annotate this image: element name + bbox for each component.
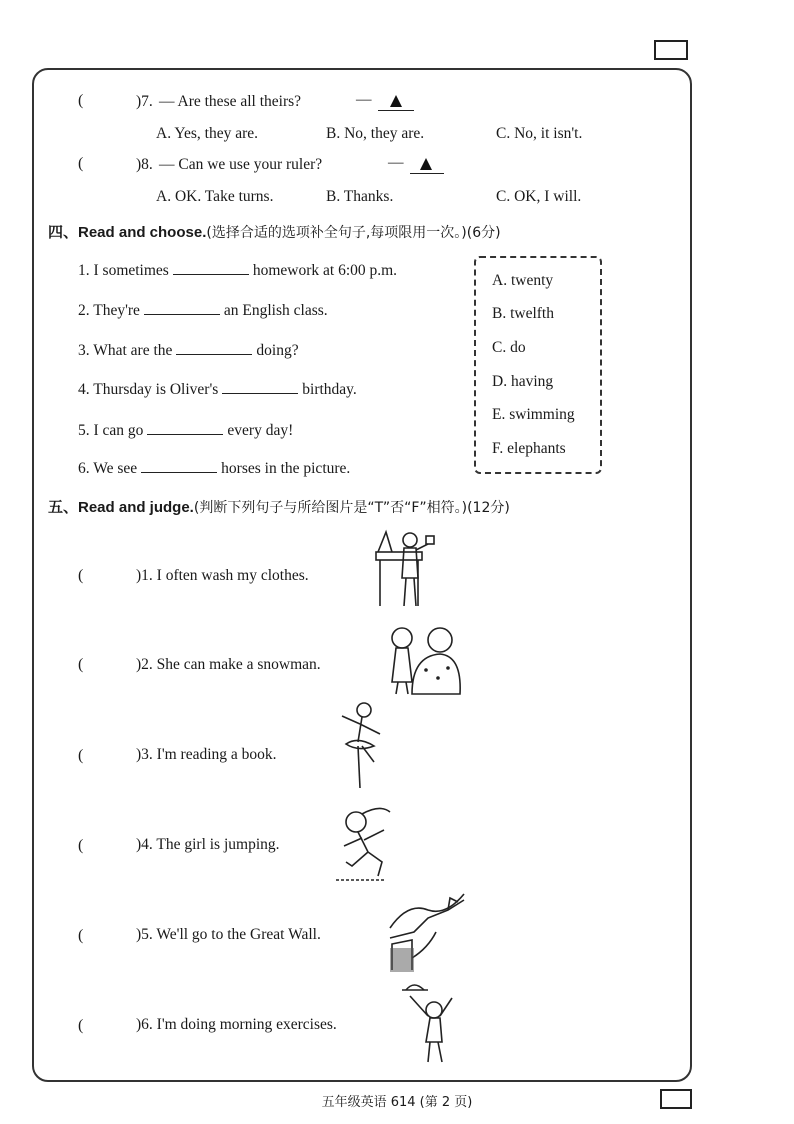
q8-answer-paren[interactable]: ( — [78, 155, 84, 172]
jumping-girl-picture — [334, 800, 396, 886]
s4-item-5 — [78, 422, 293, 440]
q8-option-c[interactable]: C. OK, I will. — [496, 188, 582, 205]
s5-item-2-paren[interactable]: ( — [78, 656, 84, 673]
s5-item-1-paren[interactable]: ( — [78, 567, 84, 584]
section-4-title: 四、Read and choose. — [48, 224, 207, 241]
q7-number: )7. — [136, 93, 153, 110]
s4-option-d: D. having — [492, 373, 554, 390]
section-5-title: 五、Read and judge. — [48, 499, 194, 516]
ballet-dancer-picture — [334, 698, 390, 790]
page-footer: 五年级英语 614 (第 2 页) — [321, 1095, 473, 1110]
q8-triangle-icon — [420, 158, 432, 170]
s4-item-2-before: 2. They're — [78, 302, 140, 319]
washing-clothes-picture — [372, 526, 442, 610]
s5-item-1-text: )1. I often wash my clothes. — [136, 567, 309, 584]
s5-item-5-paren[interactable]: ( — [78, 927, 84, 944]
s4-option-f: F. elephants — [492, 440, 566, 457]
s4-item-4-before: 4. Thursday is Oliver's — [78, 381, 219, 398]
q7-answer-dash: — — [356, 91, 372, 108]
s5-item-2-text: )2. She can make a snowman. — [136, 656, 321, 673]
s4-item-2-blank[interactable] — [144, 302, 220, 315]
q7-option-b[interactable]: B. No, they are. — [326, 125, 425, 142]
q8-question: — Can we use your ruler? — [159, 156, 323, 173]
s4-item-1-before: 1. I sometimes — [78, 262, 169, 279]
s4-item-3-blank[interactable] — [176, 342, 252, 355]
great-wall-picture — [388, 888, 466, 972]
s5-item-4-paren[interactable]: ( — [78, 837, 84, 854]
s4-item-5-after: every day! — [227, 422, 294, 439]
s4-item-1-blank[interactable] — [173, 262, 249, 275]
s4-options-box — [474, 256, 602, 474]
s4-item-3-before: 3. What are the — [78, 342, 173, 359]
q8-answer-line — [410, 173, 444, 174]
q7-question: — Are these all theirs? — [159, 93, 302, 110]
q8-option-a[interactable]: A. OK. Take turns. — [156, 188, 274, 205]
s4-option-b: B. twelfth — [492, 305, 554, 322]
s5-item-6-text: )6. I'm doing morning exercises. — [136, 1016, 337, 1033]
morning-exercise-picture — [400, 976, 460, 1066]
s4-option-e: E. swimming — [492, 406, 575, 423]
snowman-picture — [382, 622, 462, 696]
s4-item-5-before: 5. I can go — [78, 422, 144, 439]
s4-item-1 — [78, 262, 397, 280]
q7-triangle-icon — [390, 95, 402, 107]
s4-item-6-before: 6. We see — [78, 460, 138, 477]
s4-item-4-after: birthday. — [302, 381, 357, 398]
s4-item-4 — [78, 381, 357, 399]
s4-item-5-blank[interactable] — [147, 422, 223, 435]
s4-item-4-blank[interactable] — [222, 381, 298, 394]
s4-item-3-after: doing? — [256, 342, 299, 359]
s5-item-3-paren[interactable]: ( — [78, 747, 84, 764]
q7-option-c[interactable]: C. No, it isn't. — [496, 125, 583, 142]
s4-item-2-after: an English class. — [223, 302, 328, 319]
s4-item-6 — [78, 460, 350, 478]
s4-item-1-after: homework at 6:00 p.m. — [252, 262, 398, 279]
section-4-heading — [48, 221, 501, 242]
q8-option-b[interactable]: B. Thanks. — [326, 188, 394, 205]
s4-option-a: A. twenty — [492, 272, 554, 289]
score-box-top — [654, 40, 688, 60]
section-4-instruction: (选择合适的选项补全句子,每项限用一次。)(6分) — [206, 225, 501, 241]
s5-item-5-text: )5. We'll go to the Great Wall. — [136, 926, 321, 943]
q7-answer-paren[interactable]: ( — [78, 92, 84, 109]
s4-option-c: C. do — [492, 339, 526, 356]
s5-item-3-text: )3. I'm reading a book. — [136, 746, 277, 763]
s4-item-6-blank[interactable] — [141, 460, 217, 473]
s5-item-4-text: )4. The girl is jumping. — [136, 836, 280, 853]
q7-option-a[interactable]: A. Yes, they are. — [156, 125, 259, 142]
s5-item-6-paren[interactable]: ( — [78, 1017, 84, 1034]
s4-item-6-after: horses in the picture. — [221, 460, 351, 477]
section-5-heading — [48, 496, 510, 517]
q8-answer-dash: — — [388, 154, 404, 171]
section-5-instruction: (判断下列句子与所给图片是“T”否“F”相符。)(12分) — [193, 500, 510, 516]
q7-answer-line — [378, 110, 414, 111]
s4-item-2 — [78, 302, 328, 320]
s4-item-3 — [78, 342, 299, 360]
q8-number: )8. — [136, 156, 153, 173]
